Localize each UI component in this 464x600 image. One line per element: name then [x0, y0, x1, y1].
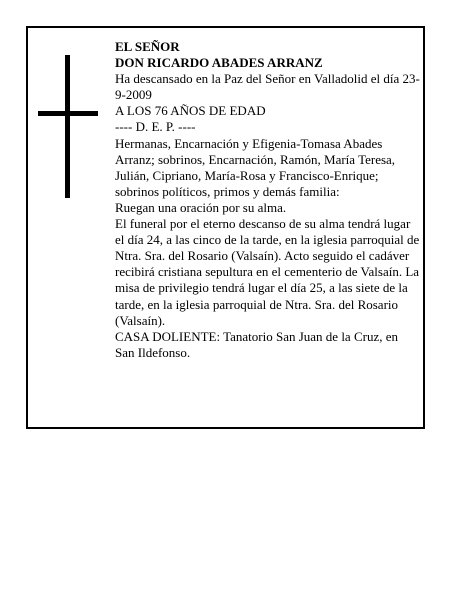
rip-line: ---- D. E. P. ---- — [115, 119, 196, 135]
heading-title: EL SEÑOR — [115, 39, 180, 54]
obituary-notice — [26, 26, 425, 429]
funeral-text: El funeral por el eterno descanso de su alma tendrá lugar el día 24, a las cinco de la tarde, en la iglesia parroquial de Ntra. Sra. del Rosario (Valsaín). Acto seguido el cadáver recibirá cristiana sepultura en el cementerio de Valsaín. La misa de privilegio tendrá lugar el día 25, a las siete de la tarde, en la iglesia parroquial de Ntra. Sra. del Rosario (Valsaín). — [115, 216, 420, 328]
death-statement: Ha descansado en la Paz del Señor en Valladolid el día 23-9-2009 — [115, 71, 420, 103]
mourning-house: CASA DOLIENTE: Tanatorio San Juan de la Cruz, en San Ildefonso. — [115, 328, 398, 360]
family-text: Hermanas, Encarnación y Efigenia-Tomasa Abades Arranz; sobrinos, Encarnación, Ramón, María Teresa, Julián, Cipriano, María-Rosa y Francisco-Enrique; sobrinos políticos, primos y demás familia: — [115, 135, 396, 199]
cross-icon — [38, 55, 98, 198]
age-line: A LOS 76 AÑOS DE EDAD — [115, 103, 266, 119]
obituary-text — [115, 39, 420, 361]
cross-horizontal-bar — [38, 111, 98, 116]
deceased-name: DON RICARDO ABADES ARRANZ — [115, 55, 323, 71]
prayer-request: Ruegan una oración por su alma. — [115, 199, 287, 215]
cross-vertical-bar — [65, 55, 70, 198]
